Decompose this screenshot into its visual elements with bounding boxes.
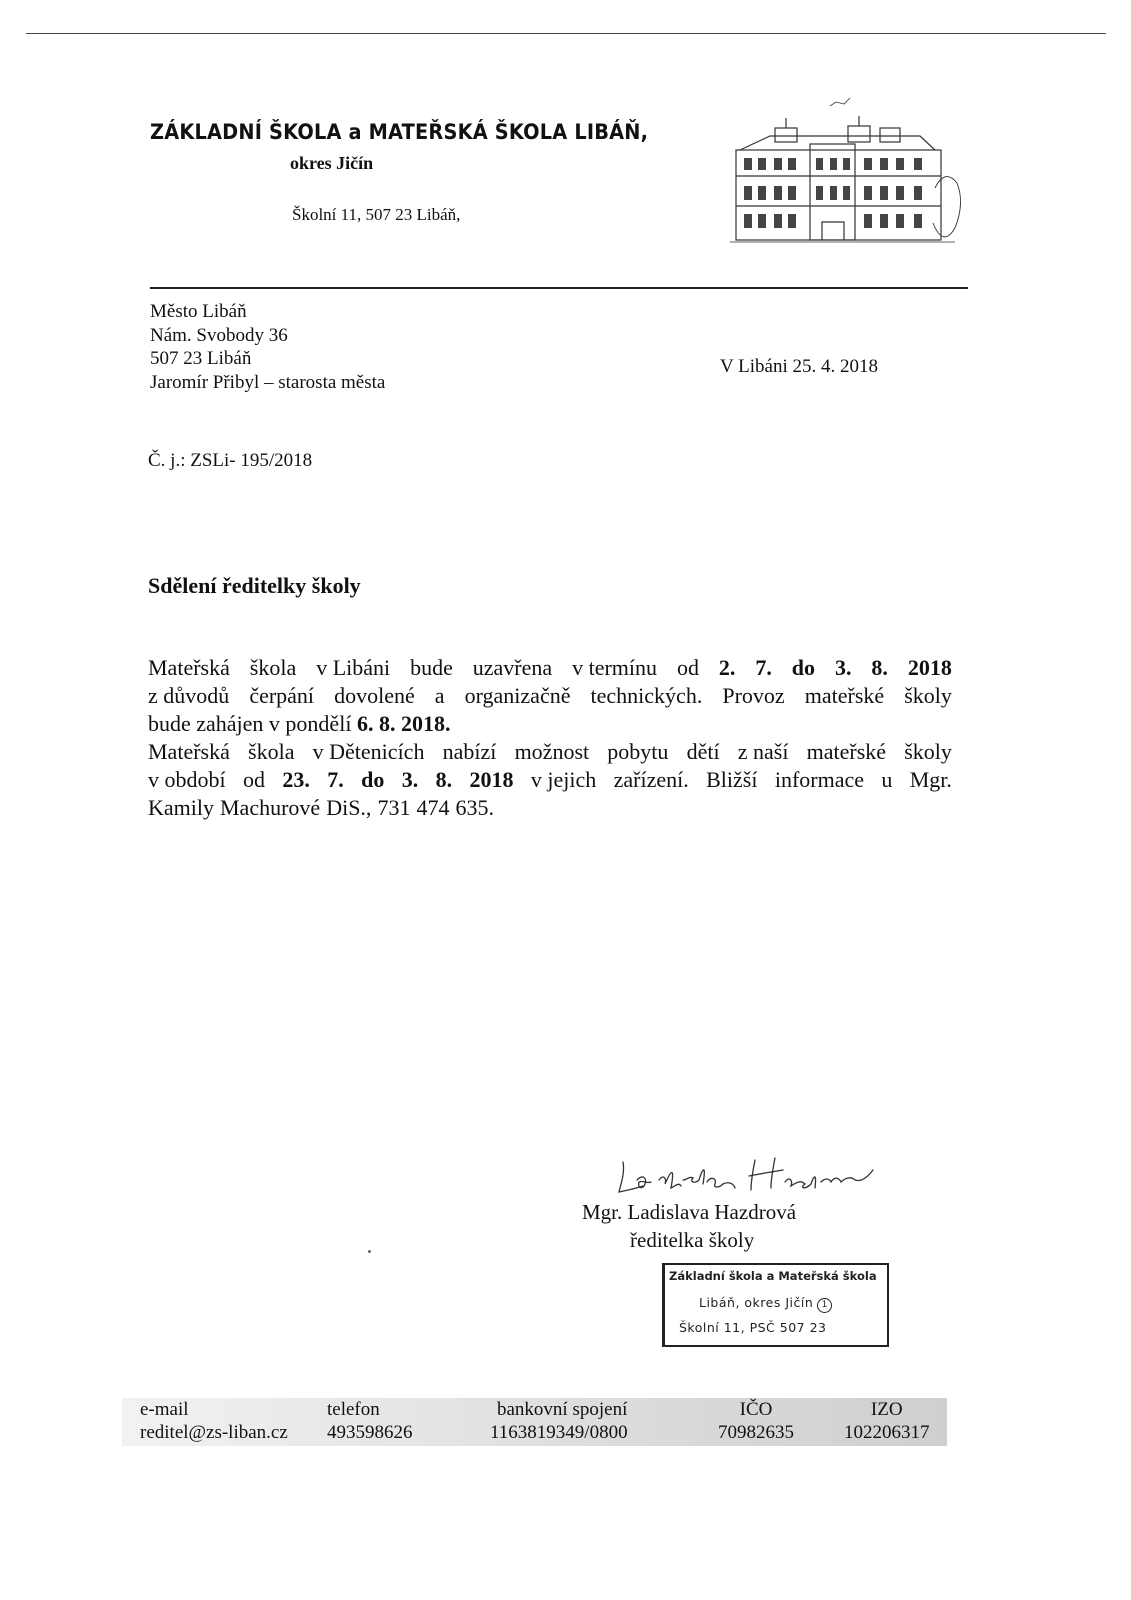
word: dětí	[686, 739, 720, 764]
word: škola	[248, 739, 295, 764]
word: od	[243, 767, 265, 792]
footer-label: IZO	[870, 1399, 903, 1420]
word: DiS.,	[326, 795, 372, 820]
word: z naší	[737, 739, 789, 764]
scan-speck	[368, 1250, 371, 1253]
word: možnost	[514, 739, 590, 764]
word: Mgr.	[909, 767, 952, 792]
body-text-segment: bude zahájen v pondělí	[148, 711, 357, 736]
word: v Libáni	[316, 655, 391, 680]
word: školy	[904, 683, 952, 708]
body-line-2	[148, 682, 952, 710]
recipient-line: Jaromír Přibyl – starosta města	[150, 371, 386, 393]
school-name: ZÁKLADNÍ ŠKOLA a MATEŘSKÁ ŠKOLA LIBÁŇ,	[150, 120, 649, 144]
body-line-4	[148, 738, 952, 766]
word: mateřské	[806, 739, 887, 764]
word: dovolené	[334, 683, 415, 708]
letter-body	[148, 654, 952, 822]
body-line-5	[148, 766, 952, 794]
footer-izo	[844, 1398, 930, 1444]
body-line-3	[148, 710, 952, 738]
word: v jejich	[530, 767, 597, 792]
word: do	[791, 655, 816, 680]
word: organizačně	[464, 683, 571, 708]
reference-number: Č. j.: ZSLi- 195/2018	[148, 450, 313, 471]
reopening-date: 6. 8. 2018.	[356, 711, 451, 736]
word: a	[434, 683, 445, 708]
signer-role: ředitelka školy	[630, 1228, 755, 1252]
school-stamp	[662, 1263, 889, 1347]
footer-email	[140, 1398, 288, 1444]
word: 7.	[327, 767, 344, 792]
word: Mateřská	[148, 739, 230, 764]
school-address: Školní 11, 507 23 Libáň,	[292, 205, 461, 224]
signer-name: Mgr. Ladislava Hazdrová	[582, 1200, 797, 1224]
word: do	[361, 767, 385, 792]
word: v období	[148, 767, 226, 792]
word: bude	[410, 655, 453, 680]
handwritten-signature	[615, 1150, 915, 1205]
word: 2.	[718, 655, 736, 680]
word: 8.	[871, 655, 888, 680]
word: v termínu	[572, 655, 658, 680]
word: nabízí	[442, 739, 497, 764]
school-district: okres Jičín	[290, 153, 374, 173]
stamp-line-2	[699, 1295, 832, 1313]
word: 3.	[834, 655, 852, 680]
recipient-line: 507 23 Libáň	[150, 348, 252, 369]
signature-caption: Ladislava Hazdrová	[615, 1150, 624, 1151]
recipient-line: Město Libáň	[150, 301, 247, 322]
body-line-1	[148, 654, 952, 682]
word: pobytu	[607, 739, 669, 764]
word: 731	[377, 795, 411, 820]
footer-value: 70982635	[718, 1422, 794, 1443]
word: Kamily	[148, 795, 214, 820]
stamp-circle-mark: 1	[817, 1298, 832, 1313]
letter-date: V Libáni 25. 4. 2018	[720, 356, 878, 377]
word: Machurové	[220, 795, 321, 820]
footer-ico	[718, 1398, 794, 1444]
footer-label: IČO	[739, 1399, 773, 1420]
word: čerpání	[249, 683, 315, 708]
word: mateřské	[804, 683, 885, 708]
footer-value: 102206317	[844, 1422, 930, 1443]
word: 8.	[435, 767, 453, 792]
letterhead-rule	[150, 287, 968, 289]
stamp-location: Libáň, okres Jičín	[699, 1295, 814, 1310]
word: Provoz	[722, 683, 785, 708]
word: informace	[774, 767, 864, 792]
body-line-6	[148, 794, 952, 822]
stamp-line-1: Základní škola a Mateřská škola	[669, 1269, 877, 1283]
word: 635.	[455, 795, 494, 820]
word: technických.	[590, 683, 703, 708]
word: 2018	[907, 655, 952, 680]
word: 23.	[282, 767, 310, 792]
word: u	[881, 767, 893, 792]
footer-label: e-mail	[140, 1399, 189, 1420]
school-building-illustration	[730, 88, 970, 258]
footer-contact-bar	[122, 1398, 947, 1446]
top-edge-rule	[26, 33, 1106, 34]
word: Mateřská	[148, 655, 230, 680]
letter-subject: Sdělení ředitelky školy	[148, 573, 361, 598]
word: z důvodů	[148, 683, 230, 708]
stamp-line-3: Školní 11, PSČ 507 23	[679, 1320, 827, 1335]
word: 2018	[469, 767, 514, 792]
word: škola	[249, 655, 297, 680]
footer-value: 1163819349/0800	[490, 1422, 628, 1443]
word: v Dětenicích	[312, 739, 425, 764]
word: zařízení.	[613, 767, 689, 792]
footer-value: 493598626	[327, 1422, 413, 1443]
recipient-line: Nám. Svobody 36	[150, 324, 288, 346]
footer-label: bankovní spojení	[497, 1399, 628, 1420]
word: školy	[904, 739, 952, 764]
word: Bližší	[706, 767, 758, 792]
word: 474	[416, 795, 450, 820]
word: od	[676, 655, 699, 680]
recipient-address	[150, 300, 385, 394]
word: 7.	[755, 655, 772, 680]
footer-label: telefon	[327, 1399, 380, 1420]
word: 3.	[401, 767, 419, 792]
footer-bank	[490, 1398, 628, 1444]
footer-value: reditel@zs-liban.cz	[140, 1422, 288, 1443]
word: uzavřena	[472, 655, 553, 680]
footer-phone	[327, 1398, 413, 1444]
